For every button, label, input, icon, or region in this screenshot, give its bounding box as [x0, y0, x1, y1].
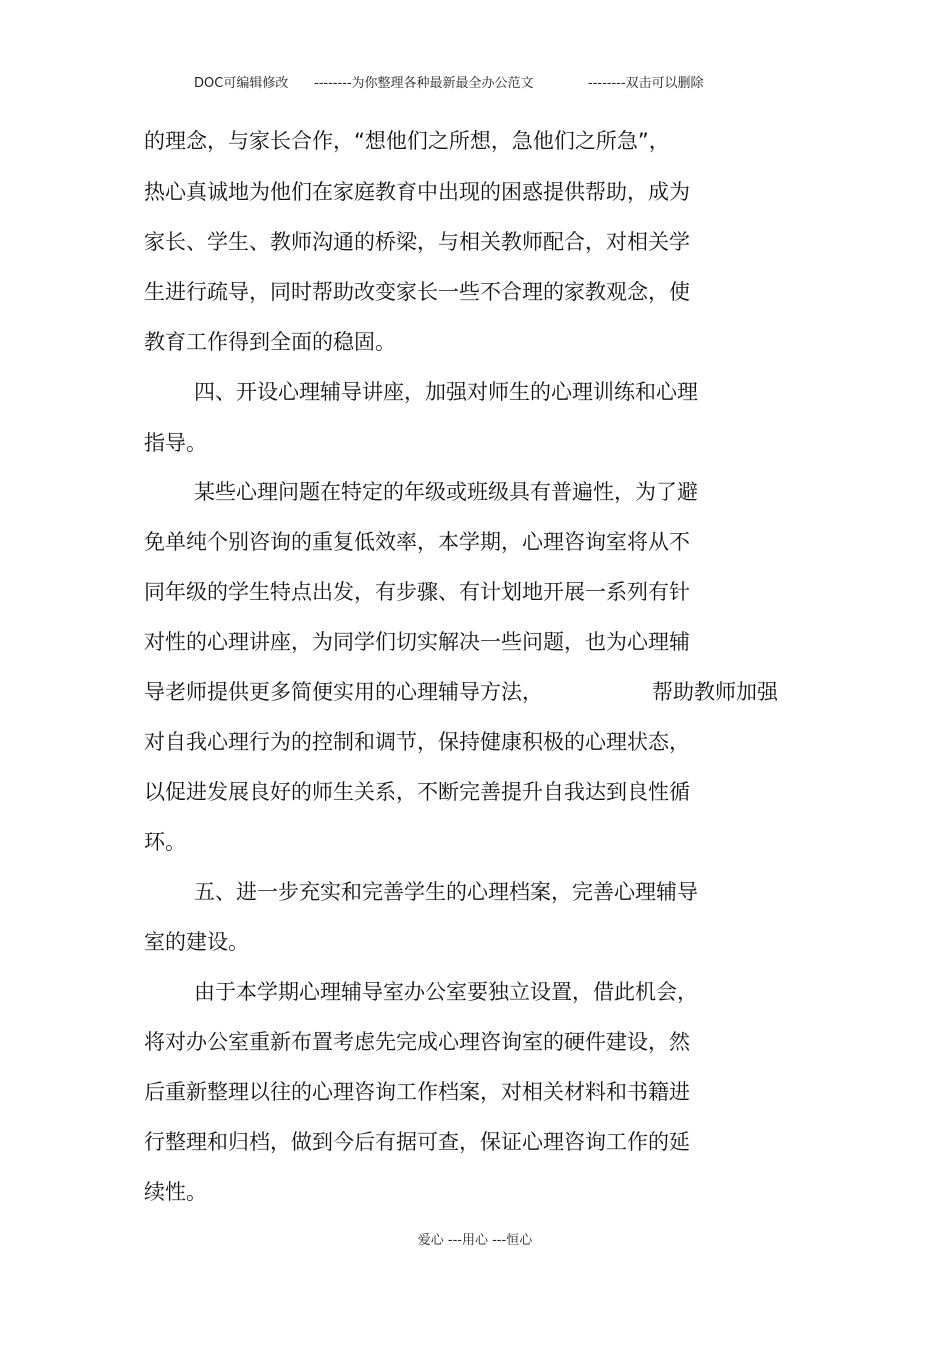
body-line: 以促进发展良好的师生关系，不断完善提升自我达到良性循: [144, 780, 690, 804]
body-line: 导老师提供更多简便实用的心理辅导方法，: [144, 680, 543, 704]
body-line: 指导。: [144, 431, 207, 455]
header-delete-hint: --------双击可以删除: [588, 76, 704, 91]
body-line: 室的建设。: [144, 930, 249, 954]
section-heading-five: 五、进一步充实和完善学生的心理档案，完善心理辅导: [194, 880, 698, 904]
body-line: 教育工作得到全面的稳固。: [144, 330, 396, 354]
paragraph-start: 某些心理问题在特定的年级或班级具有普遍性，为了避: [194, 480, 698, 504]
body-line: 生进行疏导，同时帮助改变家长一些不合理的家教观念，使: [144, 280, 690, 304]
header-description: --------为你整理各种最新最全办公范文: [314, 76, 534, 91]
section-heading-four: 四、开设心理辅导讲座，加强对师生的心理训练和心理: [194, 380, 698, 404]
body-line: 后重新整理以往的心理咨询工作档案，对相关材料和书籍进: [144, 1080, 690, 1104]
body-line: 的理念，与家长合作，“想他们之所想，急他们之所急”，: [144, 129, 670, 153]
body-line: 行整理和归档，做到今后有据可查，保证心理咨询工作的延: [144, 1130, 690, 1154]
body-line: 对自我心理行为的控制和调节，保持健康积极的心理状态，: [144, 730, 690, 754]
body-line: 家长、学生、教师沟通的桥梁，与相关教师配合，对相关学: [144, 230, 690, 254]
body-line: 续性。: [144, 1180, 207, 1204]
body-line: 环。: [144, 830, 186, 854]
page-footer: 爱心 ---用心 ---恒心: [417, 1233, 533, 1248]
body-line: 热心真诚地为他们在家庭教育中出现的困惑提供帮助，成为: [144, 180, 690, 204]
body-line-continuation: 帮助教师加强: [652, 680, 778, 704]
body-line: 同年级的学生特点出发，有步骤、有计划地开展一系列有针: [144, 580, 690, 604]
paragraph-start: 由于本学期心理辅导室办公室要独立设置，借此机会，: [194, 980, 698, 1004]
body-line: 免单纯个别咨询的重复低效率，本学期，心理咨询室将从不: [144, 530, 690, 554]
body-line: 对性的心理讲座，为同学们切实解决一些问题，也为心理辅: [144, 630, 690, 654]
body-line: 将对办公室重新布置考虑先完成心理咨询室的硬件建设，然: [144, 1030, 690, 1054]
header-doc-label: DOC可编辑修改: [194, 76, 289, 91]
